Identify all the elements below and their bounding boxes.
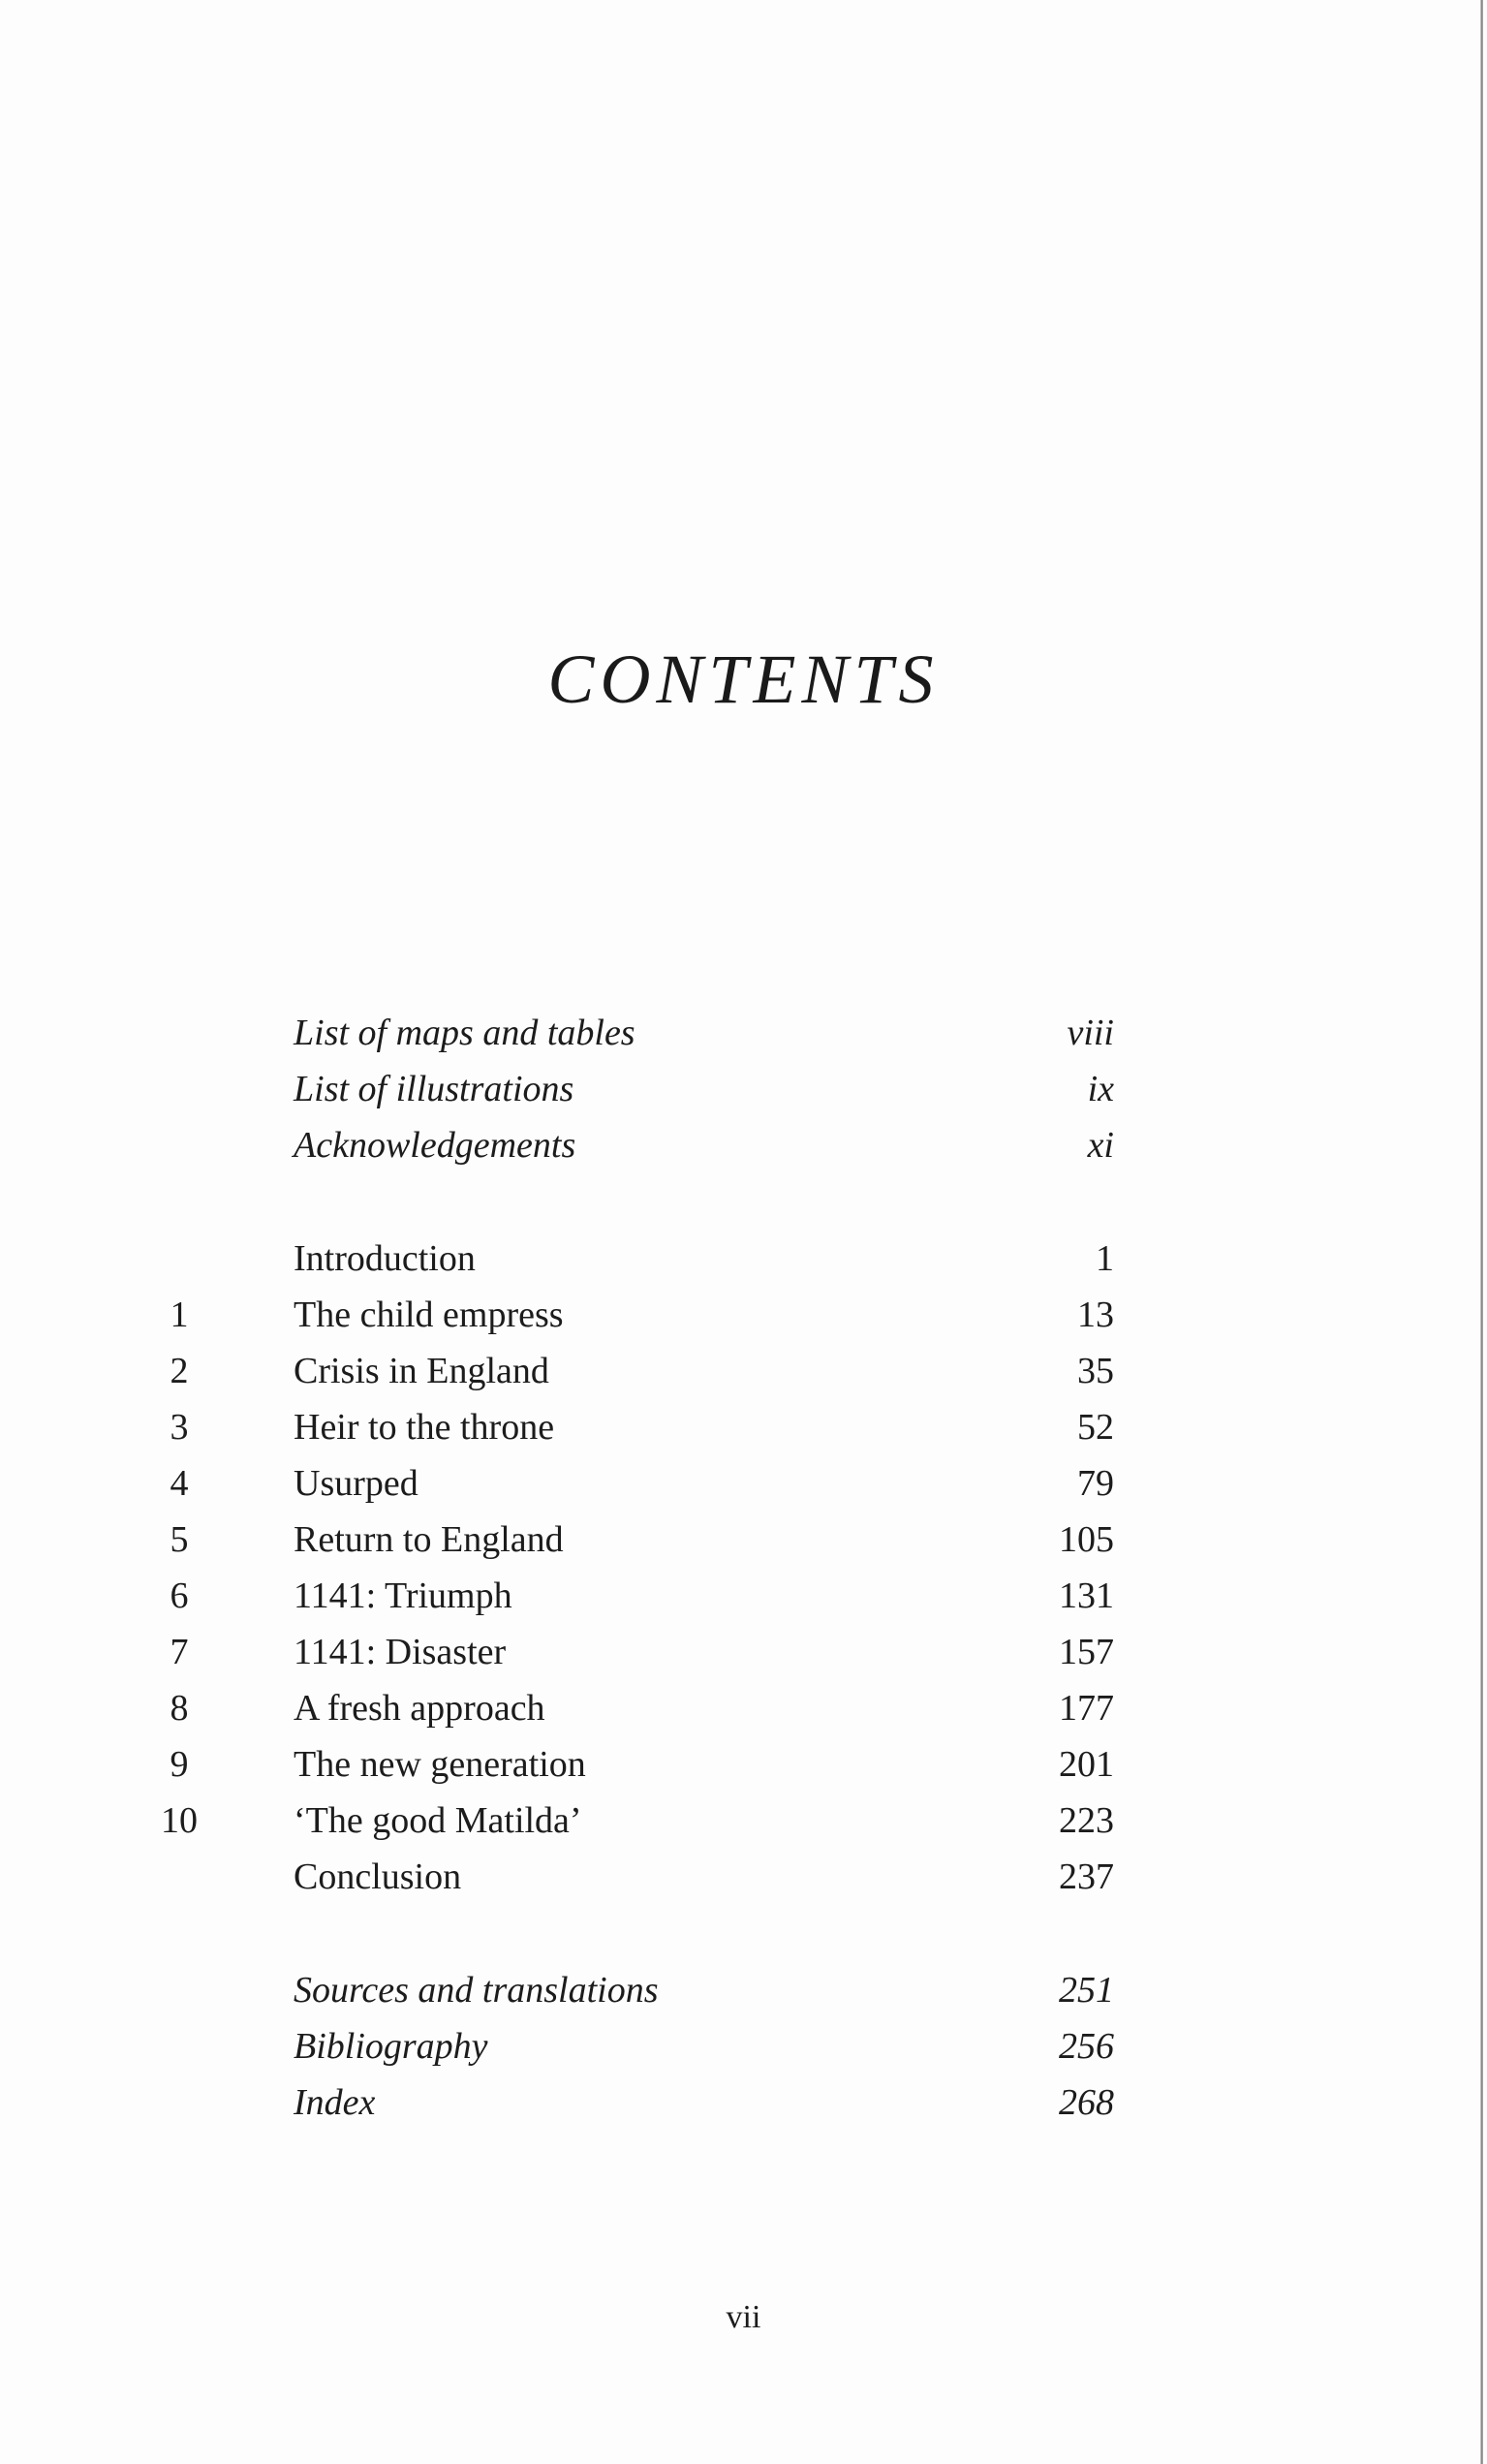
- toc-entry-chapter[interactable]: [0, 1793, 1487, 1849]
- toc-entry-label: Return to England: [294, 1519, 564, 1560]
- toc-entry-label: Crisis in England: [294, 1351, 549, 1391]
- toc-entry-chapter[interactable]: [0, 1849, 1487, 1905]
- toc-entry-back-matter[interactable]: [0, 2018, 1487, 2074]
- toc-entry-chapter[interactable]: [0, 1455, 1487, 1512]
- toc-entry-label: List of illustrations: [294, 1069, 574, 1109]
- toc-entry-label: The child empress: [294, 1294, 564, 1335]
- chapter-number: 3: [170, 1407, 189, 1448]
- toc-entry-front-matter[interactable]: [0, 1005, 1487, 1061]
- toc-entry-label: 1141: Disaster: [294, 1632, 507, 1672]
- toc-entry-label: Conclusion: [294, 1856, 462, 1897]
- toc-entry-chapter[interactable]: [0, 1343, 1487, 1399]
- toc-entry-label: A fresh approach: [294, 1688, 545, 1729]
- toc-entry-page: xi: [1087, 1125, 1114, 1166]
- chapter-number: 1: [170, 1294, 189, 1335]
- toc-entry-page: 79: [1077, 1463, 1114, 1504]
- toc-entry-label: Acknowledgements: [294, 1125, 576, 1166]
- toc-entry-label: 1141: Triumph: [294, 1575, 512, 1616]
- toc-entry-page: 201: [1059, 1744, 1114, 1785]
- toc-entry-page: ix: [1087, 1069, 1114, 1109]
- toc-entry-chapter[interactable]: [0, 1512, 1487, 1568]
- toc-entry-page: viii: [1067, 1013, 1114, 1053]
- toc-entry-label: Usurped: [294, 1463, 418, 1504]
- toc-entry-page: 35: [1077, 1351, 1114, 1391]
- page-number: vii: [726, 2299, 761, 2335]
- toc-entry-label: List of maps and tables: [294, 1013, 635, 1053]
- toc-entry-back-matter[interactable]: [0, 1962, 1487, 2018]
- toc-entry-page: 256: [1059, 2026, 1114, 2067]
- toc-entry-back-matter[interactable]: [0, 2074, 1487, 2131]
- toc-entry-front-matter[interactable]: [0, 1061, 1487, 1117]
- toc-entry-chapter[interactable]: [0, 1568, 1487, 1624]
- toc-entry-page: 223: [1059, 1800, 1114, 1841]
- toc-entry-label: ‘The good Matilda’: [294, 1800, 582, 1841]
- chapter-number: 6: [170, 1575, 189, 1616]
- toc-entry-chapter[interactable]: [0, 1736, 1487, 1793]
- toc-entry-page: 1: [1096, 1238, 1114, 1279]
- toc-entry-chapter[interactable]: [0, 1399, 1487, 1455]
- toc-entry-page: 52: [1077, 1407, 1114, 1448]
- chapter-number: 4: [170, 1463, 189, 1504]
- chapter-number: 10: [161, 1800, 198, 1841]
- toc-entry-front-matter[interactable]: [0, 1117, 1487, 1173]
- page-title: CONTENTS: [547, 640, 940, 718]
- toc-entry-page: 13: [1077, 1294, 1114, 1335]
- toc-entry-label: Index: [294, 2082, 376, 2123]
- chapter-number: 2: [170, 1351, 189, 1391]
- toc-entry-label: Introduction: [294, 1238, 476, 1279]
- toc-entry-chapter[interactable]: [0, 1287, 1487, 1343]
- toc-entry-page: 251: [1059, 1970, 1114, 2011]
- toc-entry-page: 105: [1059, 1519, 1114, 1560]
- toc-entry-label: The new generation: [294, 1744, 586, 1785]
- toc-entry-page: 131: [1059, 1575, 1114, 1616]
- toc-entry-page: 237: [1059, 1856, 1114, 1897]
- toc-entry-label: Sources and translations: [294, 1970, 659, 2011]
- toc-entry-page: 177: [1059, 1688, 1114, 1729]
- toc-entry-page: 268: [1059, 2082, 1114, 2123]
- toc-entry-chapter[interactable]: [0, 1231, 1487, 1287]
- chapter-number: 7: [170, 1632, 189, 1672]
- toc-entry-label: Heir to the throne: [294, 1407, 555, 1448]
- chapter-number: 9: [170, 1744, 189, 1785]
- chapter-number: 8: [170, 1688, 189, 1729]
- chapter-number: 5: [170, 1519, 189, 1560]
- toc-entry-label: Bibliography: [294, 2026, 488, 2067]
- toc-entry-chapter[interactable]: [0, 1624, 1487, 1680]
- toc-entry-chapter[interactable]: [0, 1680, 1487, 1736]
- toc-entry-page: 157: [1059, 1632, 1114, 1672]
